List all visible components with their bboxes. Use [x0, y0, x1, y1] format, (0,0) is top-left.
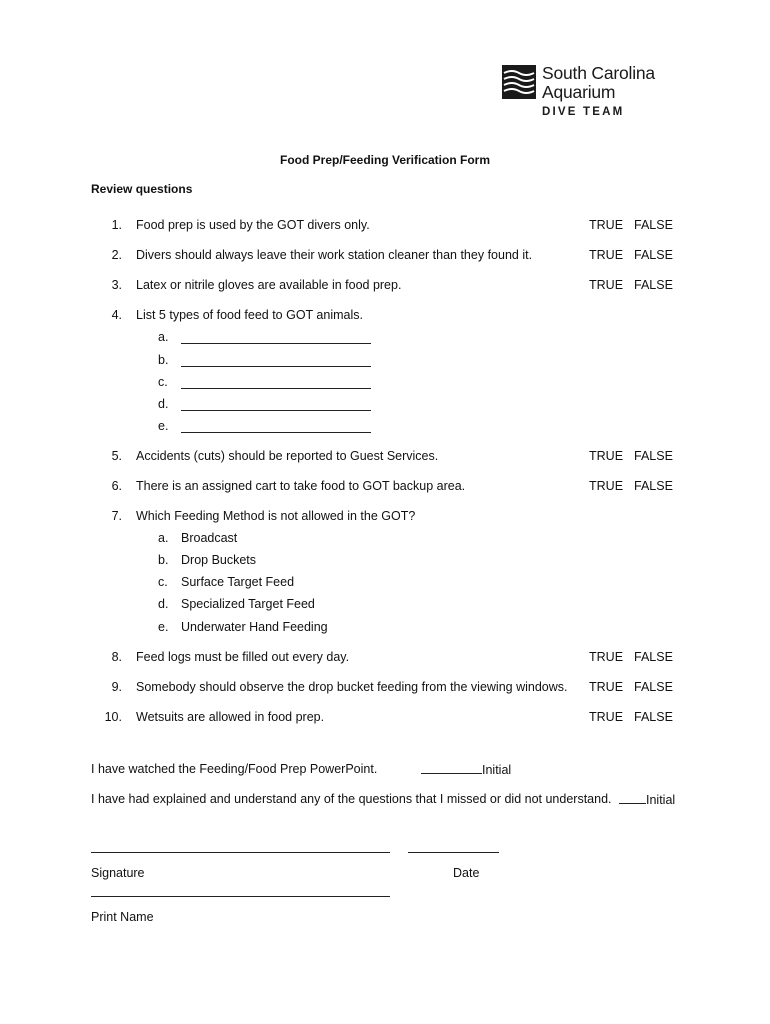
answer-blank-a[interactable] [181, 330, 371, 344]
question-number: 2. [111, 248, 122, 262]
question-number: 9. [111, 680, 122, 694]
option-surface-target-feed[interactable]: Surface Target Feed [181, 575, 295, 589]
true-option[interactable]: TRUE [589, 278, 624, 292]
option-letter: b. [158, 553, 169, 567]
statement-understood-text: I have had explained and understand any of the questions that I missed or did not understand. [91, 792, 612, 806]
print-name-label: Print Name [91, 910, 154, 924]
question-text: List 5 types of food feed to GOT animals. [136, 308, 363, 322]
question-text: Divers should always leave their work station cleaner than they found it. [136, 248, 533, 262]
date-label: Date [453, 866, 480, 880]
answer-letter: a. [158, 330, 169, 344]
initial-blank-line[interactable] [421, 762, 482, 774]
true-option[interactable]: TRUE [589, 680, 624, 694]
signature-label: Signature [91, 866, 145, 880]
initial-label: Initial [646, 793, 676, 807]
question-text: Somebody should observe the drop bucket feeding from the viewing windows. [136, 680, 568, 694]
true-option[interactable]: TRUE [589, 248, 624, 262]
answer-blank-e[interactable] [181, 419, 371, 433]
false-option[interactable]: FALSE [634, 479, 673, 493]
question-number: 8. [111, 650, 122, 664]
answer-letter: c. [158, 375, 168, 389]
answer-blank-b[interactable] [181, 353, 371, 367]
false-option[interactable]: FALSE [634, 449, 673, 463]
print-name-line[interactable] [91, 896, 390, 897]
false-option[interactable]: FALSE [634, 680, 673, 694]
initial-label: Initial [482, 763, 512, 777]
aquarium-logo [502, 62, 692, 122]
true-option[interactable]: TRUE [589, 449, 624, 463]
answer-letter: e. [158, 419, 169, 433]
question-text: Wetsuits are allowed in food prep. [136, 710, 325, 724]
question-text: Latex or nitrile gloves are available in food prep. [136, 278, 402, 292]
answer-letter: d. [158, 397, 169, 411]
option-letter: c. [158, 575, 168, 589]
false-option[interactable]: FALSE [634, 710, 673, 724]
watched-initial-field[interactable] [421, 762, 511, 777]
question-number: 3. [111, 278, 122, 292]
option-letter: d. [158, 597, 169, 611]
false-option[interactable]: FALSE [634, 218, 673, 232]
option-letter: e. [158, 620, 169, 634]
false-option[interactable]: FALSE [634, 278, 673, 292]
form-title: Food Prep/Feeding Verification Form [279, 153, 491, 167]
question-number: 5. [111, 449, 122, 463]
date-line[interactable] [408, 852, 499, 853]
option-broadcast[interactable]: Broadcast [181, 531, 238, 545]
logo-name-line2: Aquarium [542, 82, 616, 102]
question-number: 10. [104, 710, 122, 724]
logo-name-line1: South Carolina [542, 63, 655, 83]
initial-blank-line[interactable] [619, 792, 646, 804]
true-option[interactable]: TRUE [589, 218, 624, 232]
question-number: 1. [111, 218, 122, 232]
true-option[interactable]: TRUE [589, 479, 624, 493]
statement-watched-text: I have watched the Feeding/Food Prep PowerPoint. [91, 762, 378, 776]
question-number: 7. [111, 509, 122, 523]
option-specialized-target-feed[interactable]: Specialized Target Feed [181, 597, 315, 611]
question-text: Food prep is used by the GOT divers only. [136, 218, 370, 232]
false-option[interactable]: FALSE [634, 650, 673, 664]
true-option[interactable]: TRUE [589, 710, 624, 724]
question-text: Which Feeding Method is not allowed in the GOT? [136, 509, 416, 523]
question-number: 4. [111, 308, 122, 322]
question-text: There is an assigned cart to take food to GOT backup area. [136, 479, 466, 493]
option-letter: a. [158, 531, 169, 545]
answer-letter: b. [158, 353, 169, 367]
question-text: Accidents (cuts) should be reported to Guest Services. [136, 449, 439, 463]
waves-logo-icon [502, 65, 536, 99]
question-number: 6. [111, 479, 122, 493]
answer-blank-d[interactable] [181, 397, 371, 411]
true-option[interactable]: TRUE [589, 650, 624, 664]
false-option[interactable]: FALSE [634, 248, 673, 262]
answer-blank-c[interactable] [181, 375, 371, 389]
option-drop-buckets[interactable]: Drop Buckets [181, 553, 257, 567]
option-underwater-hand-feeding[interactable]: Underwater Hand Feeding [181, 620, 328, 634]
signature-line[interactable] [91, 852, 390, 853]
understood-initial-field[interactable] [619, 792, 675, 807]
logo-team: DIVE TEAM [542, 106, 625, 118]
question-text: Feed logs must be filled out every day. [136, 650, 350, 664]
section-heading: Review questions [91, 182, 193, 196]
